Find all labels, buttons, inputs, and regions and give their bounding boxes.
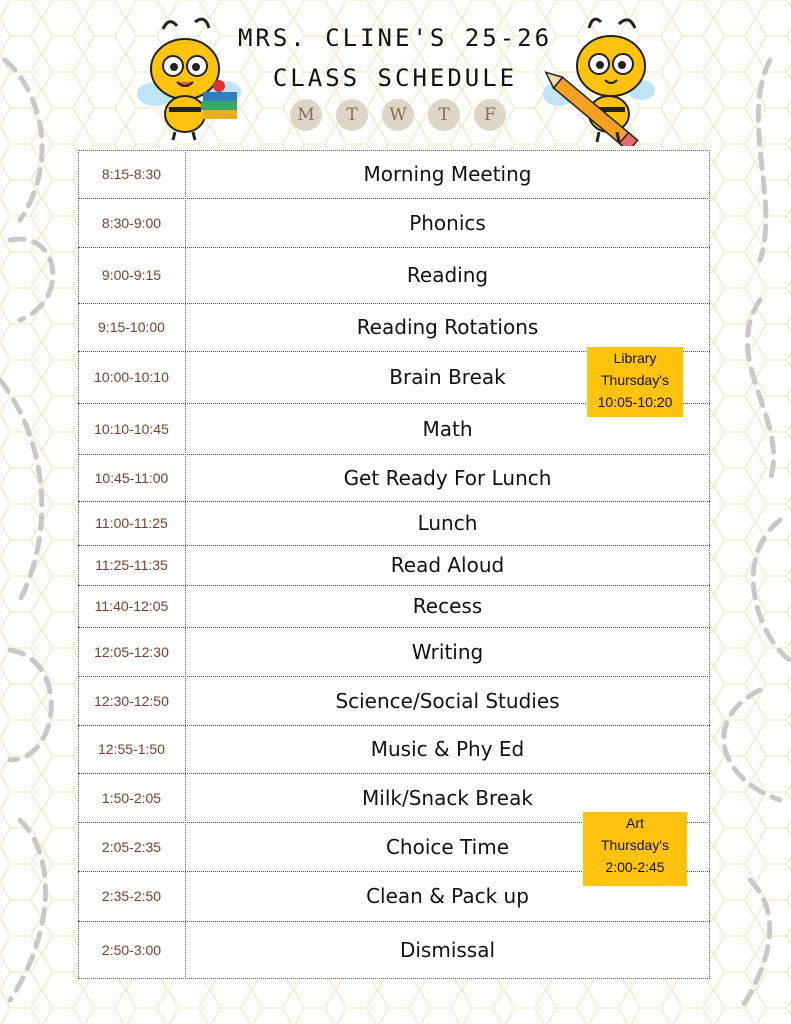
table-row: [78, 455, 710, 502]
day-monday: M: [290, 99, 322, 131]
table-row: [78, 199, 710, 248]
schedule-subject: Morning Meeting: [363, 162, 532, 186]
schedule-subject: Lunch: [417, 511, 478, 535]
day-thursday: T: [428, 99, 460, 131]
schedule-subject: Math: [422, 417, 473, 441]
bee-reading-books-icon: [135, 14, 245, 142]
schedule-time: 12:05-12:30: [94, 644, 169, 660]
schedule-subject: Music & Phy Ed: [370, 737, 525, 761]
schedule-time: 8:15-8:30: [101, 166, 162, 182]
table-column-divider: [185, 150, 186, 979]
table-row: [78, 248, 710, 304]
table-row: [78, 677, 710, 726]
schedule-subject: Science/Social Studies: [335, 689, 560, 713]
page-title: MRS. CLINE'S 25-26: [237, 24, 553, 52]
table-row: [78, 502, 710, 546]
schedule-time: 12:30-12:50: [94, 693, 169, 709]
table-row: [78, 546, 710, 586]
schedule-time: 8:30-9:00: [101, 215, 162, 231]
schedule-subject: Recess: [412, 594, 483, 618]
schedule-subject: Writing: [411, 640, 484, 664]
schedule-subject: Get Ready For Lunch: [343, 466, 552, 490]
schedule-time: 1:50-2:05: [101, 790, 162, 806]
art-note-title: Art: [626, 815, 644, 831]
art-note-day: Thursday's: [600, 837, 670, 853]
schedule-time: 2:35-2:50: [101, 888, 162, 904]
schedule-time: 10:10-10:45: [94, 421, 169, 437]
schedule-time: 11:25-11:35: [95, 557, 168, 573]
schedule-time: 9:00-9:15: [101, 267, 162, 283]
art-note-time: 2:00-2:45: [605, 859, 665, 875]
schedule-time: 11:00-11:25: [95, 515, 168, 531]
schedule-subject: Milk/Snack Break: [362, 786, 533, 810]
day-wednesday: W: [382, 99, 414, 131]
schedule-time: 12:55-1:50: [98, 741, 165, 757]
library-note-time: 10:05-10:20: [597, 394, 673, 410]
schedule-time: 10:45-11:00: [94, 470, 169, 486]
table-row: [78, 304, 710, 352]
schedule-subject: Brain Break: [389, 365, 506, 389]
table-row: [78, 150, 710, 199]
table-row: [78, 726, 710, 774]
schedule-subject: Phonics: [409, 211, 486, 235]
schedule-time: 11:40-12:05: [94, 598, 169, 614]
weekday-row: [290, 99, 506, 131]
table-row: [78, 922, 710, 979]
table-row: [78, 586, 710, 628]
day-friday: F: [474, 99, 506, 131]
schedule-subject: Read Aloud: [390, 553, 505, 577]
schedule-time: 9:15-10:00: [98, 319, 165, 335]
schedule-subject: Reading Rotations: [356, 315, 539, 339]
art-note: [583, 812, 687, 886]
schedule-time: 2:50-3:00: [101, 942, 162, 958]
schedule-time: 10:00-10:10: [94, 369, 169, 385]
schedule-subject: Reading: [406, 263, 489, 287]
library-note: [587, 347, 683, 417]
schedule-subject: Clean & Pack up: [366, 884, 529, 908]
library-note-day: Thursday's: [600, 372, 670, 388]
day-tuesday: T: [336, 99, 368, 131]
library-note-title: Library: [613, 350, 657, 366]
schedule-subject: Dismissal: [399, 938, 496, 962]
page-subtitle: CLASS SCHEDULE: [272, 64, 518, 92]
table-row: [78, 628, 710, 677]
schedule-time: 2:05-2:35: [101, 839, 162, 855]
schedule-subject: Choice Time: [385, 835, 510, 859]
